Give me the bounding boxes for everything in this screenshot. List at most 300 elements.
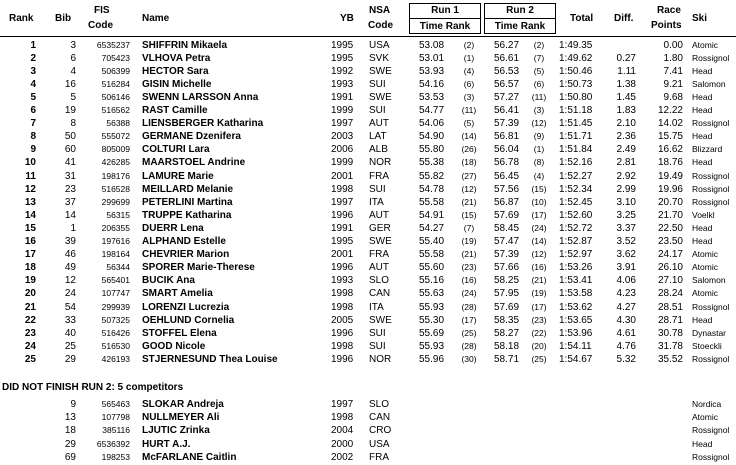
rank-cell: 14 (24, 209, 36, 221)
rank-cell: 3 (30, 65, 36, 77)
run1-rank-cell: (15) (461, 209, 477, 220)
run1-time-cell: 55.40 (419, 236, 445, 247)
nation-cell: ITA (369, 196, 384, 208)
nation-cell: CRO (369, 425, 392, 437)
ski-brand-cell: Rossignol (692, 183, 730, 194)
athlete-name-cell: STJERNESUND Thea Louise (142, 353, 278, 365)
run1-rank-cell: (2) (463, 39, 475, 50)
run2-rank-cell: (21) (531, 275, 547, 286)
rank-cell: 5 (30, 91, 36, 103)
run2-rank-cell: (17) (531, 209, 547, 220)
bib-cell: 31 (64, 170, 76, 182)
run2-time-cell: 56.87 (494, 196, 520, 208)
ski-brand-cell: Head (692, 157, 713, 168)
fis-code-cell: 705423 (101, 52, 130, 63)
ski-brand-cell: Head (692, 438, 713, 449)
run2-time-cell: 57.27 (494, 91, 520, 103)
ski-brand-cell: Rossignol (692, 451, 730, 462)
table-row (0, 274, 736, 287)
header-run2 (484, 3, 556, 34)
run1-time-cell: 55.58 (419, 196, 445, 208)
run2-rank-cell: (14) (531, 236, 547, 246)
race-points-cell: 27.10 (657, 275, 683, 287)
race-points-cell: 16.62 (657, 144, 683, 156)
header-fis: FIS (94, 5, 110, 16)
diff-cell: 0.27 (616, 52, 636, 64)
race-points-cell: 20.70 (657, 196, 683, 208)
run2-time-cell: 58.71 (494, 353, 520, 365)
year-cell: 1999 (331, 157, 354, 169)
run2-time-cell: 56.27 (494, 39, 520, 51)
year-cell: 1995 (331, 52, 354, 64)
rank-cell: 12 (24, 183, 36, 195)
run2-time-cell: 57.66 (494, 262, 520, 274)
athlete-name-cell: PETERLINI Martina (142, 196, 233, 208)
bib-cell: 37 (64, 196, 76, 208)
nation-cell: AUT (369, 118, 389, 130)
run1-time-cell: 53.08 (419, 39, 445, 51)
ski-brand-cell: Atomic (692, 288, 718, 299)
nation-cell: ALB (369, 144, 388, 156)
nation-cell: FRA (369, 451, 389, 463)
run2-time-cell: 57.47 (494, 236, 520, 247)
run1-rank-cell: (11) (461, 105, 477, 115)
ski-brand-cell: Atomic (692, 412, 718, 423)
year-cell: 1991 (331, 91, 354, 103)
athlete-name-cell: SLOKAR Andreja (142, 399, 224, 410)
run1-time-cell: 55.93 (419, 340, 445, 352)
rank-cell: 15 (24, 222, 36, 234)
run2-rank-cell: (4) (533, 170, 545, 181)
run1-rank-cell: (21) (461, 196, 477, 207)
year-cell: 1995 (331, 39, 354, 51)
year-cell: 2004 (331, 425, 354, 437)
run2-time-cell: 56.53 (494, 65, 520, 77)
run1-time-cell: 54.90 (419, 131, 445, 143)
athlete-name-cell: BUCIK Ana (142, 275, 195, 287)
ski-brand-cell: Nordica (692, 399, 722, 409)
header-ski: Ski (692, 13, 708, 24)
run2-time-cell: 57.39 (494, 118, 520, 130)
year-cell: 1998 (331, 183, 354, 195)
rank-cell: 25 (24, 353, 36, 365)
diff-cell: 3.52 (616, 236, 636, 247)
total-time-cell: 1:49.35 (559, 39, 593, 51)
dnf-row (0, 424, 736, 437)
fis-code-cell: 516284 (101, 78, 130, 89)
run1-time-cell: 55.16 (419, 275, 445, 287)
bib-cell: 29 (64, 438, 76, 450)
fis-code-cell: 516426 (101, 327, 130, 338)
nation-cell: SUI (369, 78, 386, 90)
bib-cell: 41 (64, 157, 76, 169)
bib-cell: 14 (64, 209, 76, 221)
run1-rank-cell: (14) (461, 131, 477, 142)
diff-cell: 1.45 (616, 91, 636, 103)
race-points-cell: 18.76 (657, 157, 683, 169)
year-cell: 1992 (331, 65, 354, 77)
diff-cell: 4.23 (616, 288, 636, 300)
table-row (0, 170, 736, 183)
nation-cell: SWE (369, 65, 392, 77)
run1-rank-cell: (24) (461, 288, 477, 299)
run1-rank-cell: (26) (461, 144, 477, 155)
race-points-cell: 35.52 (657, 353, 683, 365)
nation-cell: CAN (369, 412, 391, 424)
run1-time-cell: 55.58 (419, 249, 445, 261)
nation-cell: USA (369, 39, 390, 51)
run1-rank-cell: (30) (461, 353, 477, 364)
bib-cell: 6 (70, 52, 76, 64)
year-cell: 1997 (331, 399, 354, 410)
athlete-name-cell: COLTURI Lara (142, 144, 210, 156)
run2-time-cell: 57.56 (494, 183, 520, 195)
race-points-cell: 28.51 (657, 301, 683, 313)
run2-rank-cell: (5) (533, 65, 545, 76)
fis-code-cell: 107747 (101, 288, 130, 299)
total-time-cell: 1:51.18 (559, 105, 593, 116)
ski-brand-cell: Voelkl (692, 209, 715, 220)
year-cell: 1995 (331, 236, 354, 247)
nation-cell: ITA (369, 301, 384, 313)
table-row (0, 143, 736, 156)
ski-brand-cell: Head (692, 105, 713, 115)
run2-time-cell: 58.27 (494, 327, 520, 339)
race-points-cell: 22.50 (657, 222, 683, 234)
table-row (0, 104, 736, 117)
rank-cell: 7 (30, 118, 36, 130)
diff-cell: 2.92 (616, 170, 636, 182)
run1-time-cell: 53.53 (419, 91, 445, 103)
run2-time-cell: 57.95 (494, 288, 520, 300)
year-cell: 1996 (331, 327, 354, 339)
run1-time-cell: 53.93 (419, 65, 445, 77)
athlete-name-cell: RAST Camille (142, 105, 208, 116)
table-row (0, 235, 736, 248)
total-time-cell: 1:53.96 (559, 327, 593, 339)
rank-cell: 10 (24, 157, 36, 169)
diff-cell: 4.06 (616, 275, 636, 287)
race-points-cell: 23.50 (657, 236, 683, 247)
total-time-cell: 1:52.16 (559, 157, 593, 169)
rank-cell: 21 (24, 301, 36, 313)
run2-rank-cell: (9) (533, 131, 545, 142)
athlete-name-cell: ALPHAND Estelle (142, 236, 226, 247)
year-cell: 1998 (331, 412, 354, 424)
ski-brand-cell: Head (692, 65, 713, 76)
run1-time-cell: 54.27 (419, 222, 445, 234)
header-name: Name (142, 13, 170, 24)
run1-rank-cell: (12) (461, 183, 477, 194)
year-cell: 1996 (331, 353, 354, 365)
athlete-name-cell: GISIN Michelle (142, 78, 212, 90)
year-cell: 1997 (331, 118, 354, 130)
run2-rank-cell: (1) (533, 144, 545, 155)
total-time-cell: 1:52.34 (559, 183, 593, 195)
run2-rank-cell: (6) (533, 78, 545, 89)
run2-time-cell: 56.04 (494, 144, 520, 156)
fis-code-cell: 299939 (101, 301, 130, 312)
run2-rank-cell: (24) (531, 222, 547, 233)
table-row (0, 340, 736, 353)
header-run1-sub: Time Rank (419, 21, 471, 32)
ski-brand-cell: Rossignol (692, 196, 730, 207)
run1-time-cell: 55.63 (419, 288, 445, 300)
run1-rank-cell: (5) (463, 118, 475, 129)
rank-cell: 17 (24, 249, 36, 261)
athlete-name-cell: OEHLUND Cornelia (142, 314, 235, 326)
race-points-cell: 14.02 (657, 118, 683, 130)
bib-cell: 60 (64, 144, 76, 156)
total-time-cell: 1:54.67 (559, 353, 593, 365)
year-cell: 2003 (331, 131, 354, 143)
year-cell: 1998 (331, 340, 354, 352)
header-yb: YB (340, 13, 354, 24)
athlete-name-cell: GERMANE Dzenifera (142, 131, 241, 143)
nation-cell: SWE (369, 236, 392, 247)
fis-code-cell: 206355 (101, 222, 130, 233)
bib-cell: 24 (64, 288, 76, 300)
run2-rank-cell: (20) (531, 340, 547, 351)
dnf-row (0, 398, 736, 411)
run1-rank-cell: (28) (461, 301, 477, 312)
bib-cell: 8 (70, 118, 76, 130)
diff-cell: 3.25 (616, 209, 636, 221)
bib-cell: 49 (64, 262, 76, 274)
table-row (0, 327, 736, 340)
fis-code-cell: 506146 (101, 91, 130, 102)
run2-rank-cell: (8) (533, 157, 545, 168)
run2-rank-cell: (19) (531, 288, 547, 299)
year-cell: 2001 (331, 249, 354, 261)
run2-time-cell: 57.69 (494, 209, 520, 221)
nation-cell: SUI (369, 327, 386, 339)
ski-brand-cell: Dynastar (692, 327, 727, 338)
table-row (0, 183, 736, 196)
run2-time-cell: 57.39 (494, 249, 520, 261)
athlete-name-cell: VLHOVA Petra (142, 52, 211, 64)
table-row (0, 78, 736, 91)
run2-time-cell: 58.45 (494, 222, 520, 234)
nation-cell: LAT (369, 131, 387, 143)
ski-brand-cell: Rossignol (692, 118, 730, 129)
diff-cell: 2.99 (616, 183, 636, 195)
rank-cell: 20 (24, 288, 36, 300)
run1-rank-cell: (19) (461, 236, 477, 246)
fis-code-cell: 6536392 (96, 438, 130, 449)
header-nsa: NSA (369, 5, 391, 16)
ski-brand-cell: Rossignol (692, 301, 730, 312)
total-time-cell: 1:52.87 (559, 236, 593, 247)
race-points-cell: 9.21 (663, 78, 683, 90)
athlete-name-cell: SHIFFRIN Mikaela (142, 39, 228, 51)
diff-cell: 4.30 (616, 314, 636, 326)
run2-rank-cell: (10) (531, 196, 547, 207)
run1-rank-cell: (17) (461, 314, 477, 325)
header-nsa-code: Code (368, 20, 393, 31)
ski-brand-cell: Rossignol (692, 170, 730, 181)
ski-brand-cell: Atomic (692, 262, 718, 273)
run1-time-cell: 55.30 (419, 314, 445, 326)
table-row (0, 65, 736, 78)
table-row (0, 117, 736, 130)
year-cell: 1996 (331, 262, 354, 274)
dnf-row (0, 438, 736, 451)
run1-time-cell: 55.93 (419, 301, 445, 313)
table-row (0, 156, 736, 169)
race-points-cell: 1.80 (663, 52, 683, 64)
race-points-cell: 12.22 (657, 105, 683, 116)
run1-rank-cell: (28) (461, 340, 477, 351)
run1-rank-cell: (21) (461, 249, 477, 260)
year-cell: 1998 (331, 288, 354, 300)
rank-cell: 23 (24, 327, 36, 339)
bib-cell: 29 (64, 353, 76, 365)
athlete-name-cell: MEILLARD Melanie (142, 183, 234, 195)
ski-brand-cell: Blizzard (692, 144, 723, 155)
header-run2-sub: Time Rank (494, 21, 546, 32)
run1-rank-cell: (3) (463, 91, 475, 102)
run2-rank-cell: (3) (533, 105, 545, 115)
total-time-cell: 1:53.62 (559, 301, 593, 313)
year-cell: 2005 (331, 314, 354, 326)
header-bib: Bib (55, 13, 72, 24)
rank-cell: 22 (24, 314, 36, 326)
run1-rank-cell: (27) (461, 170, 477, 181)
fis-code-cell: 805009 (101, 144, 130, 155)
athlete-name-cell: SMART Amelia (142, 288, 213, 300)
ski-brand-cell: Stoeckli (692, 340, 722, 351)
bib-cell: 69 (64, 451, 76, 463)
dnf-row (0, 451, 736, 464)
bib-cell: 9 (70, 399, 76, 410)
nation-cell: CAN (369, 288, 391, 300)
total-time-cell: 1:49.62 (559, 52, 593, 64)
fis-code-cell: 516530 (101, 340, 130, 351)
diff-cell: 1.83 (616, 105, 636, 116)
ski-brand-cell: Rossignol (692, 52, 730, 63)
fis-code-cell: 426285 (101, 157, 130, 168)
run2-rank-cell: (12) (531, 249, 547, 260)
total-time-cell: 1:52.27 (559, 170, 593, 182)
bib-cell: 12 (64, 275, 76, 287)
table-row (0, 301, 736, 314)
fis-code-cell: 56388 (106, 118, 130, 129)
athlete-name-cell: SWENN LARSSON Anna (142, 91, 259, 103)
bib-cell: 4 (70, 65, 76, 77)
run1-time-cell: 55.82 (419, 170, 445, 182)
table-row (0, 248, 736, 261)
fis-code-cell: 198164 (101, 249, 130, 260)
rank-cell: 4 (30, 78, 36, 90)
diff-cell: 2.49 (616, 144, 636, 156)
run1-rank-cell: (16) (461, 275, 477, 286)
athlete-name-cell: GOOD Nicole (142, 340, 206, 352)
total-time-cell: 1:50.46 (559, 65, 593, 77)
run2-rank-cell: (23) (531, 314, 547, 325)
header-diff: Diff. (614, 13, 634, 24)
diff-cell: 4.61 (616, 327, 636, 339)
nation-cell: FRA (369, 170, 389, 182)
header-total: Total (570, 13, 594, 24)
nation-cell: USA (369, 438, 390, 450)
run1-time-cell: 54.16 (419, 78, 445, 90)
header-rank: Rank (9, 13, 34, 24)
bib-cell: 3 (70, 39, 76, 51)
bib-cell: 18 (64, 425, 76, 437)
diff-cell: 3.91 (616, 262, 636, 274)
diff-cell: 1.11 (617, 65, 636, 77)
run1-rank-cell: (6) (463, 78, 475, 89)
header-points: Points (651, 20, 682, 31)
total-time-cell: 1:52.45 (559, 196, 593, 208)
run1-rank-cell: (1) (463, 52, 475, 63)
year-cell: 1993 (331, 275, 354, 287)
athlete-name-cell: MAARSTOEL Andrine (142, 157, 246, 169)
header-race: Race (657, 5, 681, 16)
ski-brand-cell: Atomic (692, 39, 718, 50)
total-time-cell: 1:53.26 (559, 262, 593, 274)
rank-cell: 9 (30, 144, 36, 156)
table-row (0, 91, 736, 104)
bib-cell: 54 (64, 301, 76, 313)
athlete-name-cell: LAMURE Marie (142, 170, 214, 182)
rank-cell: 1 (30, 39, 36, 51)
fis-code-cell: 516562 (101, 105, 130, 115)
rank-cell: 11 (25, 170, 36, 182)
fis-code-cell: 107798 (101, 412, 130, 423)
total-time-cell: 1:52.97 (559, 249, 593, 261)
table-row (0, 314, 736, 327)
run2-time-cell: 58.35 (494, 314, 520, 326)
nation-cell: SUI (369, 105, 386, 116)
bib-cell: 19 (64, 105, 76, 116)
run2-time-cell: 56.57 (494, 78, 520, 90)
run1-rank-cell: (23) (461, 262, 477, 273)
diff-cell: 3.10 (616, 196, 636, 208)
year-cell: 1997 (331, 196, 354, 208)
race-points-cell: 26.10 (657, 262, 683, 274)
year-cell: 2001 (331, 170, 354, 182)
fis-code-cell: 516528 (101, 183, 130, 194)
bib-cell: 13 (64, 412, 76, 424)
diff-cell: 3.62 (616, 249, 636, 261)
diff-cell: 2.36 (616, 131, 636, 143)
athlete-name-cell: LJUTIC Zrinka (142, 425, 210, 437)
diff-cell: 3.37 (616, 222, 636, 234)
rank-cell: 13 (24, 196, 36, 208)
fis-code-cell: 299699 (101, 196, 130, 207)
ski-brand-cell: Rossignol (692, 425, 730, 436)
ski-brand-cell: Head (692, 236, 713, 246)
run2-rank-cell: (22) (531, 327, 547, 338)
fis-code-cell: 56315 (106, 209, 130, 220)
table-row (0, 130, 736, 143)
bib-cell: 1 (70, 222, 76, 234)
diff-cell: 2.10 (616, 118, 636, 130)
athlete-name-cell: McFARLANE Caitlin (142, 451, 237, 463)
race-points-cell: 28.24 (657, 288, 683, 300)
year-cell: 2002 (331, 451, 354, 463)
dnf-row (0, 411, 736, 424)
ski-brand-cell: Head (692, 91, 713, 102)
header-fis-code: Code (88, 20, 113, 31)
bib-cell: 39 (64, 236, 76, 247)
ski-brand-cell: Salomon (692, 275, 726, 286)
dnf-section-title: DID NOT FINISH RUN 2: 5 competitors (2, 382, 184, 393)
race-points-cell: 31.78 (657, 340, 683, 352)
nation-cell: AUT (369, 209, 389, 221)
